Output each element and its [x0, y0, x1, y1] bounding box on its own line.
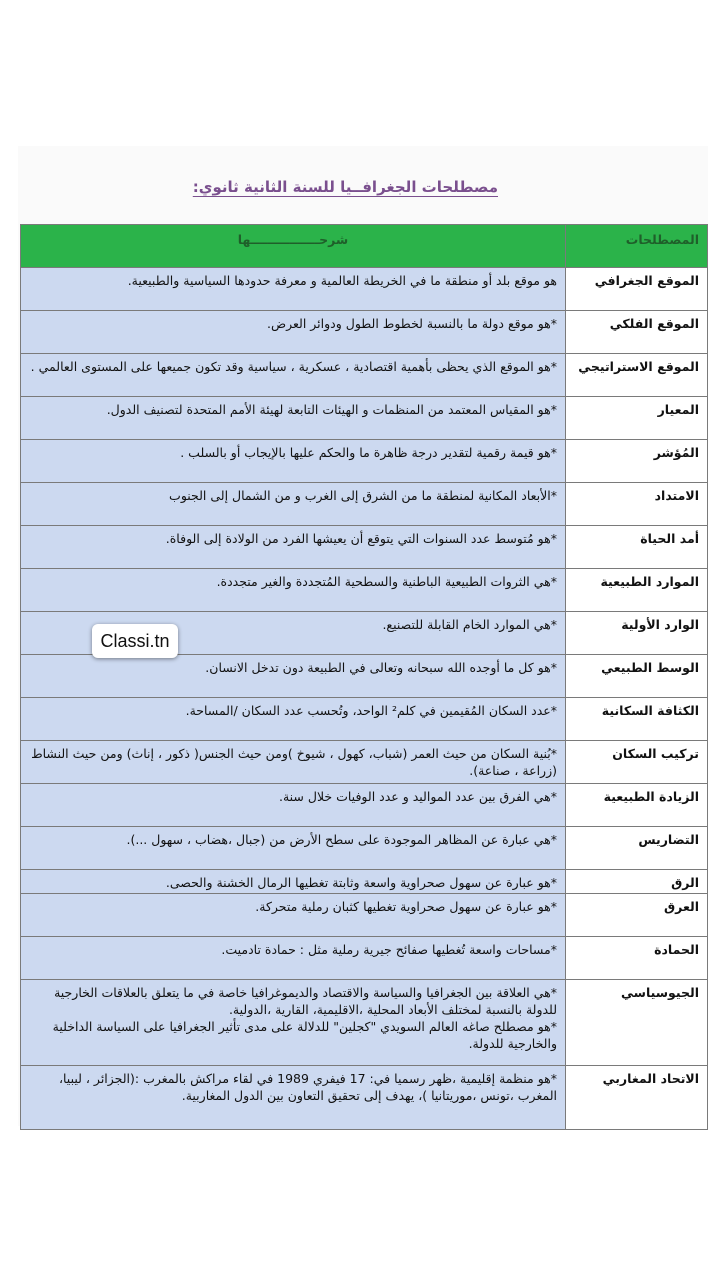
- definition-cell: *هو موقع دولة ما بالنسبة لخطوط الطول ودوائر العرض.: [21, 311, 566, 354]
- definition-line: *هي العلاقة بين الجغرافيا والسياسة والاقتصاد والديموغرافيا خاصة في ما يتعلق بالعلاقات الخارجية للدولة بالنسبة لمختلف الأبعاد المحلية ،الاقليمية، القارية ،الدولية.: [54, 985, 557, 1017]
- term-cell: المُؤشر: [566, 440, 708, 483]
- table-row: [21, 1066, 708, 1130]
- header-term: المصطلحات: [566, 225, 708, 268]
- definition-cell: *هي الفرق بين عدد المواليد و عدد الوفيات خلال سنة.: [21, 784, 566, 827]
- definition-cell: *الأبعاد المكانية لمنطقة ما من الشرق إلى الغرب و من الشمال إلى الجنوب: [21, 483, 566, 526]
- term-cell: الزيادة الطبيعية: [566, 784, 708, 827]
- term-cell: الحمادة: [566, 937, 708, 980]
- table-row: [21, 698, 708, 741]
- term-cell: الموقع الفلكي: [566, 311, 708, 354]
- header-definition: شرحــــــــــــــــها: [21, 225, 566, 268]
- definition-cell: *هو عبارة عن سهول صحراوية تغطيها كثبان رملية متحركة.: [21, 894, 566, 937]
- term-cell: تركيب السكان: [566, 741, 708, 784]
- table-row: [21, 655, 708, 698]
- table-row: [21, 397, 708, 440]
- table-header-row: [21, 225, 708, 268]
- table-row: [21, 440, 708, 483]
- definition-cell: *هي الثروات الطبيعية الباطنية والسطحية المُتجددة والغير متجددة.: [21, 569, 566, 612]
- table-row: [21, 354, 708, 397]
- definition-cell: *هو الموقع الذي يحظى بأهمية اقتصادية ، عسكرية ، سياسية وقد تكون جميعها على المستوى العالمي .: [21, 354, 566, 397]
- term-cell: الموقع الاستراتيجي: [566, 354, 708, 397]
- table-row: [21, 827, 708, 870]
- term-cell: الجيوسياسي: [566, 980, 708, 1066]
- table-row: [21, 483, 708, 526]
- definition-cell: *عدد السكان المُقيمين في كلم² الواحد، وتُحسب عدد السكان /المساحة.: [21, 698, 566, 741]
- term-cell: الرق: [566, 870, 708, 894]
- table-row: [21, 311, 708, 354]
- definition-cell: *هي الموارد الخام القابلة للتصنيع.: [21, 612, 566, 655]
- definition-cell: هو موقع بلد أو منطقة ما في الخريطة العالمية و معرفة حدودها السياسية والطبيعية.: [21, 268, 566, 311]
- term-cell: الوارد الأولية: [566, 612, 708, 655]
- definition-line: *هو مصطلح صاغه العالم السويدي "كجلين" للدلالة على مدى تأثير الجغرافيا على السياسة الداخلية والخارجية للدولة.: [52, 1019, 557, 1051]
- term-cell: الموارد الطبيعية: [566, 569, 708, 612]
- table-row: [21, 784, 708, 827]
- table-row: [21, 526, 708, 569]
- term-cell: الاتحاد المغاربي: [566, 1066, 708, 1130]
- table-row: [21, 741, 708, 784]
- table-row: [21, 894, 708, 937]
- term-cell: الامتداد: [566, 483, 708, 526]
- definition-cell: *مساحات واسعة تُغطيها صفائح جيرية رملية مثل : حمادة تادميت.: [21, 937, 566, 980]
- page-title: مصطلحات الجغرافــيا للسنة الثانية ثانوي:: [192, 178, 498, 196]
- table-row: [21, 268, 708, 311]
- table-row: [21, 870, 708, 894]
- definition-cell: *هو منظمة إقليمية ،ظهر رسميا في: 17 فيفري 1989 في لقاء مراكش بالمغرب :(الجزائر ، ليبيا، المغرب ،تونس ،موريتانيا )، يهدف إلى تحقيق التعاون بين الدول المغاربية.: [21, 1066, 566, 1130]
- definition-cell: [21, 980, 566, 1066]
- definition-cell: *هو كل ما أوجده الله سبحانه وتعالى في الطبيعة دون تدخل الانسان.: [21, 655, 566, 698]
- term-cell: المعيار: [566, 397, 708, 440]
- table-row: [21, 569, 708, 612]
- term-cell: الكثافة السكانية: [566, 698, 708, 741]
- term-cell: أمد الحياة: [566, 526, 708, 569]
- term-cell: الوسط الطبيعي: [566, 655, 708, 698]
- term-cell: التضاريس: [566, 827, 708, 870]
- term-cell: العرق: [566, 894, 708, 937]
- table-row: [21, 937, 708, 980]
- definition-cell: *هو عبارة عن سهول صحراوية واسعة وثابتة تغطيها الرمال الخشنة والحصى.: [21, 870, 566, 894]
- definition-cell: *هو مُتوسط عدد السنوات التي يتوقع أن يعيشها الفرد من الولادة إلى الوفاة.: [21, 526, 566, 569]
- term-cell: الموقع الجغرافي: [566, 268, 708, 311]
- terms-table: [20, 224, 708, 1130]
- definition-cell: *بُنية السكان من حيث العمر (شباب، كهول ، شيوخ )ومن حيث الجنس( ذكور ، إناث) ومن حيث النشاط (زراعة ، صناعة).: [21, 741, 566, 784]
- watermark-badge: Classi.tn: [92, 624, 178, 658]
- definition-cell: *هي عبارة عن المظاهر الموجودة على سطح الأرض من (جبال ،هضاب ، سهول ...).: [21, 827, 566, 870]
- table-row: [21, 980, 708, 1066]
- definition-cell: *هو قيمة رقمية لتقدير درجة ظاهرة ما والحكم عليها بالإيجاب أو بالسلب .: [21, 440, 566, 483]
- definition-cell: *هو المقياس المعتمد من المنظمات و الهيئات التابعة لهيئة الأمم المتحدة لتصنيف الدول.: [21, 397, 566, 440]
